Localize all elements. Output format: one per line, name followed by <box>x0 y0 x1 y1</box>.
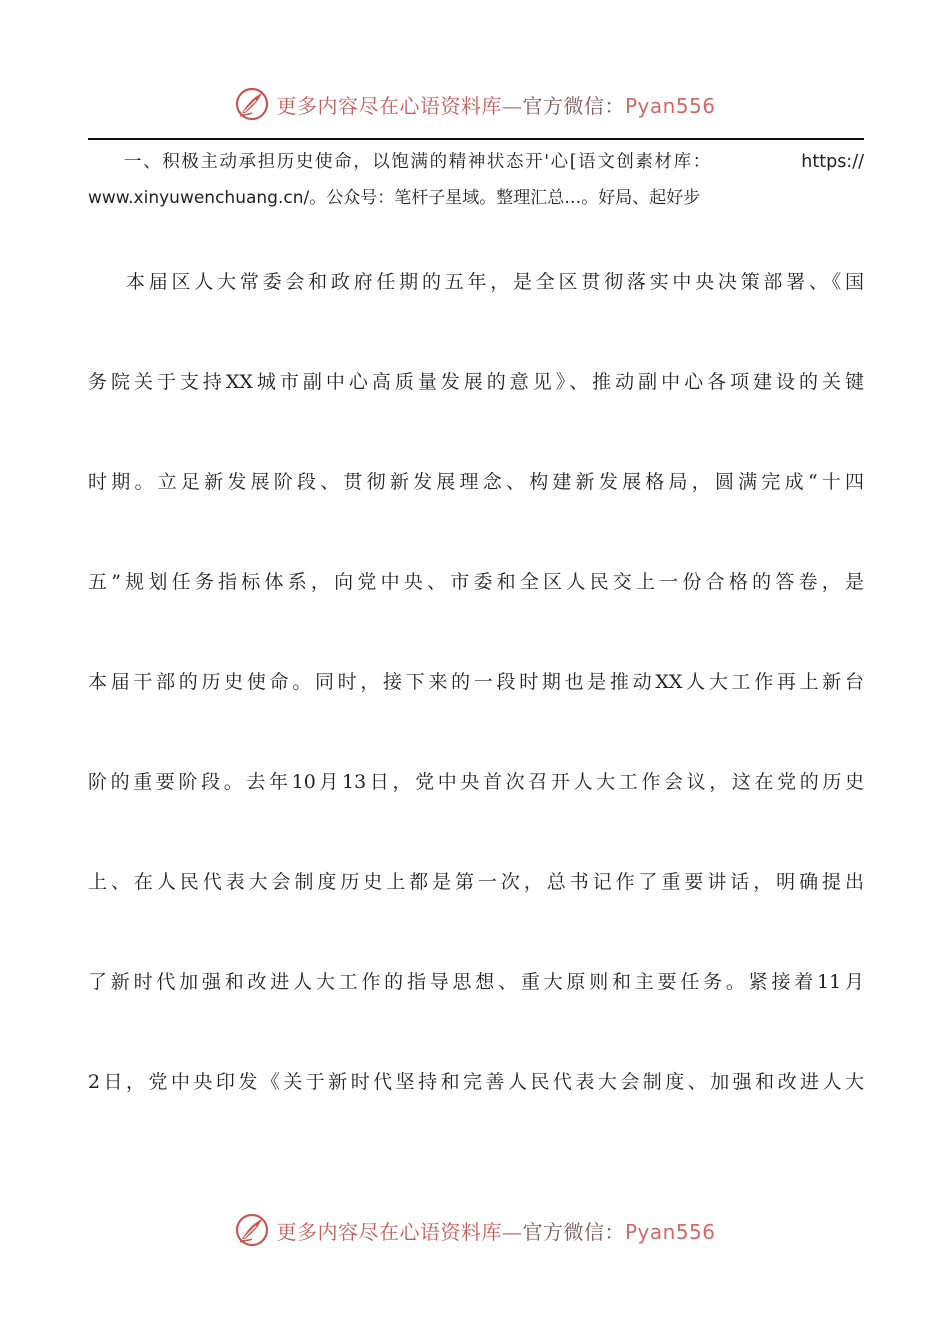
paragraph-line: 本届干部的历史使命。同时，接下来的一段时期也是推动XX人大工作再上新台 <box>88 671 864 693</box>
banner-account: Pyan556 <box>624 1219 716 1244</box>
body-paragraph <box>88 262 864 1162</box>
pen-logo-icon <box>234 1212 270 1248</box>
banner-text <box>276 1216 715 1245</box>
banner-dash: — <box>501 93 523 118</box>
banner-wechat-label: 官方微信： <box>522 1219 625 1244</box>
banner-prefix: 更多内容尽在心语资料库 <box>276 1219 502 1244</box>
heading-line-2: www.xinyuwenchuang.cn/。公众号：笔杆子星域。整理汇总…。好局、起好步 <box>88 188 701 208</box>
header-watermark-banner <box>0 84 950 124</box>
banner-prefix: 更多内容尽在心语资料库 <box>276 93 502 118</box>
paragraph-line: 本届区人大常委会和政府任期的五年，是全区贯彻落实中央决策部署、《国 <box>126 271 864 293</box>
paragraph-line: 阶的重要阶段。去年10月13日，党中央首次召开人大工作会议，这在党的历史 <box>88 771 864 793</box>
paragraph-line: 五”规划任务指标体系，向党中央、市委和全区人民交上一份合格的答卷，是 <box>88 571 864 593</box>
heading-line-1 <box>88 144 864 180</box>
heading-line-1-text: 一、积极主动承担历史使命，以饱满的精神状态开'心[语文创素材库： <box>124 152 712 172</box>
paragraph-line: 务院关于支持XX城市副中心高质量发展的意见》、推动副中心各项建设的关键 <box>88 371 864 393</box>
banner-dash: — <box>501 1219 523 1244</box>
banner-wechat-label: 官方微信： <box>522 93 625 118</box>
paragraph-line: 上、在人民代表大会制度历史上都是第一次，总书记作了重要讲话，明确提出 <box>88 871 864 893</box>
section-heading <box>88 144 864 216</box>
footer-watermark-banner <box>0 1210 950 1250</box>
header-rule <box>88 138 864 140</box>
banner-text <box>276 90 715 119</box>
pen-logo-icon <box>234 86 270 122</box>
paragraph-line: 了新时代加强和改进人大工作的指导思想、重大原则和主要任务。紧接着11月 <box>88 971 864 993</box>
heading-url-start: https:// <box>801 152 864 172</box>
banner-account: Pyan556 <box>624 93 716 118</box>
paragraph-line: 时期。立足新发展阶段、贯彻新发展理念、构建新发展格局，圆满完成“十四 <box>88 471 864 493</box>
paragraph-line: 2日，党中央印发《关于新时代坚持和完善人民代表大会制度、加强和改进人大 <box>88 1071 864 1093</box>
